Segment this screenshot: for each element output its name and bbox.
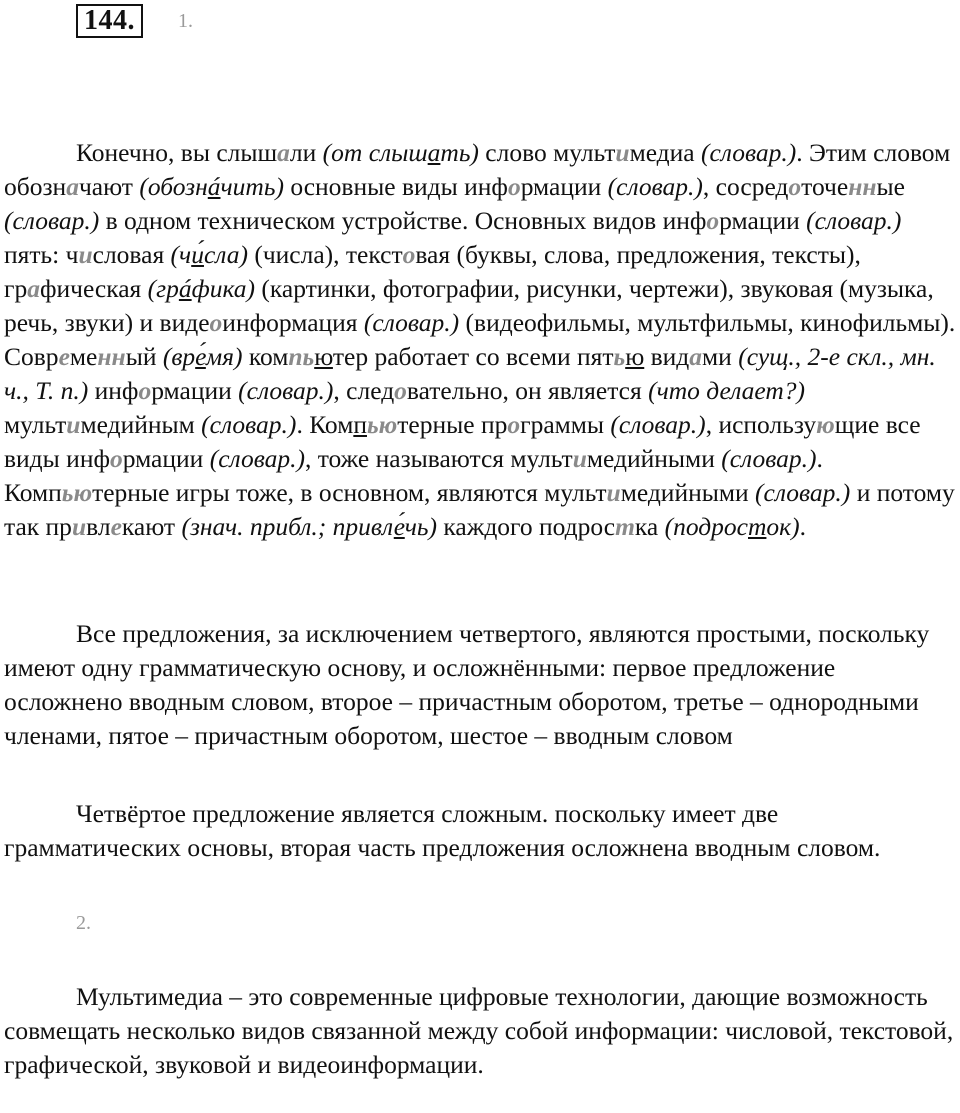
text-segment: (видеофильмы, мультфильмы, кинофильмы). Совр — [4, 308, 956, 371]
text-segment: Конечно, вы слыш — [76, 138, 278, 167]
text-segment: (сущ., 2-е скл., мн. ч., Т. п.) — [4, 342, 936, 405]
text-segment: мя) — [205, 342, 243, 371]
text-segment: (что делает?) — [648, 376, 806, 405]
text-segment: (словар.) — [238, 376, 334, 405]
text-segment: ь — [613, 342, 626, 371]
text-segment: , использу — [705, 410, 817, 439]
text-segment: (вр — [162, 342, 196, 371]
text-segment: рмации — [151, 376, 239, 405]
text-segment: вательно, он является — [406, 376, 649, 405]
text-segment: ком — [242, 342, 289, 371]
text-segment: о — [706, 206, 720, 235]
text-segment: á — [207, 172, 221, 201]
text-segment: е́ — [195, 342, 206, 371]
text-segment: фика) — [191, 274, 256, 303]
text-segment: щие все виды инф — [4, 410, 921, 473]
text-segment: мульт — [4, 410, 67, 439]
text-segment: (подрос — [664, 512, 748, 541]
text-segment: чь) — [404, 512, 437, 541]
task-number-1: 1. — [178, 10, 193, 32]
text-segment: и потому так пр — [4, 478, 955, 541]
text-segment: рмации — [520, 172, 608, 201]
text-segment: а — [427, 138, 441, 167]
text-segment: фическая — [39, 274, 148, 303]
text-segment: медийными — [586, 444, 722, 473]
text-segment: (словар.) — [607, 172, 703, 201]
text-segment: терные игры тоже, в основном, являются мульт — [92, 478, 607, 507]
text-segment: е — [58, 342, 70, 371]
text-segment: и — [606, 478, 621, 507]
text-segment: сла) — [203, 240, 248, 269]
text-segment: á — [178, 274, 192, 303]
text-segment: каждого подрос — [437, 512, 616, 541]
text-segment: (словар.) — [755, 478, 851, 507]
text-segment: (словар.) — [209, 444, 305, 473]
text-segment: ый — [125, 342, 163, 371]
text-segment: ок) — [766, 512, 800, 541]
text-segment: инф — [88, 376, 139, 405]
text-segment: а — [66, 172, 79, 201]
text-segment: , след — [333, 376, 395, 405]
text-segment: т — [748, 512, 767, 541]
text-segment: о — [394, 376, 407, 405]
text-segment: (словар.) — [721, 444, 817, 473]
text-segment: ме — [69, 342, 98, 371]
text-segment: , тоже называются мульт — [304, 444, 573, 473]
text-segment: о — [138, 376, 152, 405]
text-segment: в одном техническом устройстве. Основных видов инф — [99, 206, 707, 235]
text-segment: о — [507, 172, 521, 201]
task-number-2: 2. — [76, 912, 91, 934]
text-segment: и́ — [191, 240, 204, 269]
text-segment: медийными — [620, 478, 756, 507]
text-segment: ью — [366, 410, 398, 439]
text-segment: ми — [702, 342, 739, 371]
text-segment: (числа), текст — [247, 240, 403, 269]
text-segment: тер работает со всеми пят — [332, 342, 614, 371]
text-segment: нн — [97, 342, 126, 371]
text-segment: ка — [634, 512, 665, 541]
text-segment: пять: ч — [4, 240, 79, 269]
text-segment: е́ — [393, 512, 405, 541]
text-segment: (знач. прибл.; привл — [181, 512, 394, 541]
text-segment: словая — [92, 240, 171, 269]
text-segment: точе — [801, 172, 849, 201]
text-segment: ью — [61, 478, 93, 507]
text-segment: ли — [289, 138, 323, 167]
text-segment: рмации — [122, 444, 210, 473]
text-segment: (словар.) — [4, 206, 100, 235]
text-segment: а — [689, 342, 703, 371]
exercise-number: 144. — [76, 4, 143, 38]
text-segment: пь — [288, 342, 315, 371]
text-segment: (словар.) — [806, 206, 902, 235]
text-segment: о — [402, 240, 416, 269]
text-segment: о — [109, 444, 123, 473]
text-segment: п — [353, 410, 367, 439]
text-segment: вл — [86, 512, 111, 541]
text-segment: ю — [625, 342, 645, 371]
text-segment: медиа — [629, 138, 701, 167]
text-segment: чают — [78, 172, 140, 201]
text-segment: а — [277, 138, 290, 167]
text-segment: (гр — [147, 274, 179, 303]
text-segment: (от слыш — [322, 138, 428, 167]
text-segment: информация — [222, 308, 364, 337]
text-segment: . Этим словом обозн — [4, 138, 951, 201]
text-segment: и — [615, 138, 630, 167]
text-segment: ю — [314, 342, 333, 371]
text-segment: чить) — [220, 172, 284, 201]
text-segment: (словар.) — [610, 410, 706, 439]
text-segment: медийным — [80, 410, 202, 439]
text-segment: о — [788, 172, 802, 201]
text-segment: терные пр — [397, 410, 508, 439]
text-segment: основные виды инф — [283, 172, 508, 201]
text-segment: и — [66, 410, 81, 439]
text-segment: (ч — [170, 240, 192, 269]
text-segment: о — [507, 410, 521, 439]
text-segment: ть) — [440, 138, 479, 167]
text-segment: вая (буквы, слова, предложения, тексты), гр — [4, 240, 861, 303]
text-segment: е — [110, 512, 122, 541]
text-segment: рмации — [719, 206, 807, 235]
text-segment: и — [71, 512, 87, 541]
text-segment: (словар.) — [201, 410, 297, 439]
text-segment: (словар.) — [363, 308, 460, 337]
text-segment: т — [615, 512, 635, 541]
text-segment: (словар.) — [701, 138, 797, 167]
text-segment: . Ком — [296, 410, 354, 439]
text-segment: . — [799, 512, 806, 541]
text-segment: слово мульт — [478, 138, 616, 167]
text-segment: (обозн — [139, 172, 208, 201]
text-segment: о — [209, 308, 223, 337]
multimedia-definition-paragraph: Мультимедиа – это современные цифровые технологии, дающие возможность совмещать несколько видов связанной между собой информации: числовой, текстовой, графической, звуковой и видеоинформации. — [4, 982, 954, 1079]
text-segment: вид — [644, 342, 690, 371]
text-segment: нн — [848, 172, 877, 201]
text-segment: кают — [121, 512, 182, 541]
text-segment: граммы — [520, 410, 611, 439]
text-segment: и — [78, 240, 93, 269]
text-segment: ю — [816, 410, 835, 439]
simple-sentences-paragraph: Все предложения, за исключением четвертого, являются простыми, поскольку имеют одну грамматическую основу, и осложнёнными: первое предложение осложнено вводным словом, второе – причастным оборотом, третье – однородными членами, пятое – причастным оборотом, шестое – вводным словом — [4, 619, 930, 750]
complex-sentence-paragraph: Четвёртое предложение является сложным. поскольку имеет две грамматических основы, вторая часть предложения осложнена вводным словом. — [4, 799, 881, 862]
text-segment: (картинки, фотографии, рисунки, чертежи), звуковая (музыка, речь, звуки) и виде — [4, 274, 934, 337]
text-segment: . Комп — [4, 444, 823, 507]
text-segment: ые — [876, 172, 905, 201]
text-segment: , сосред — [702, 172, 789, 201]
analysis-paragraph — [4, 136, 956, 544]
text-segment: и — [572, 444, 587, 473]
text-segment: а — [27, 274, 40, 303]
